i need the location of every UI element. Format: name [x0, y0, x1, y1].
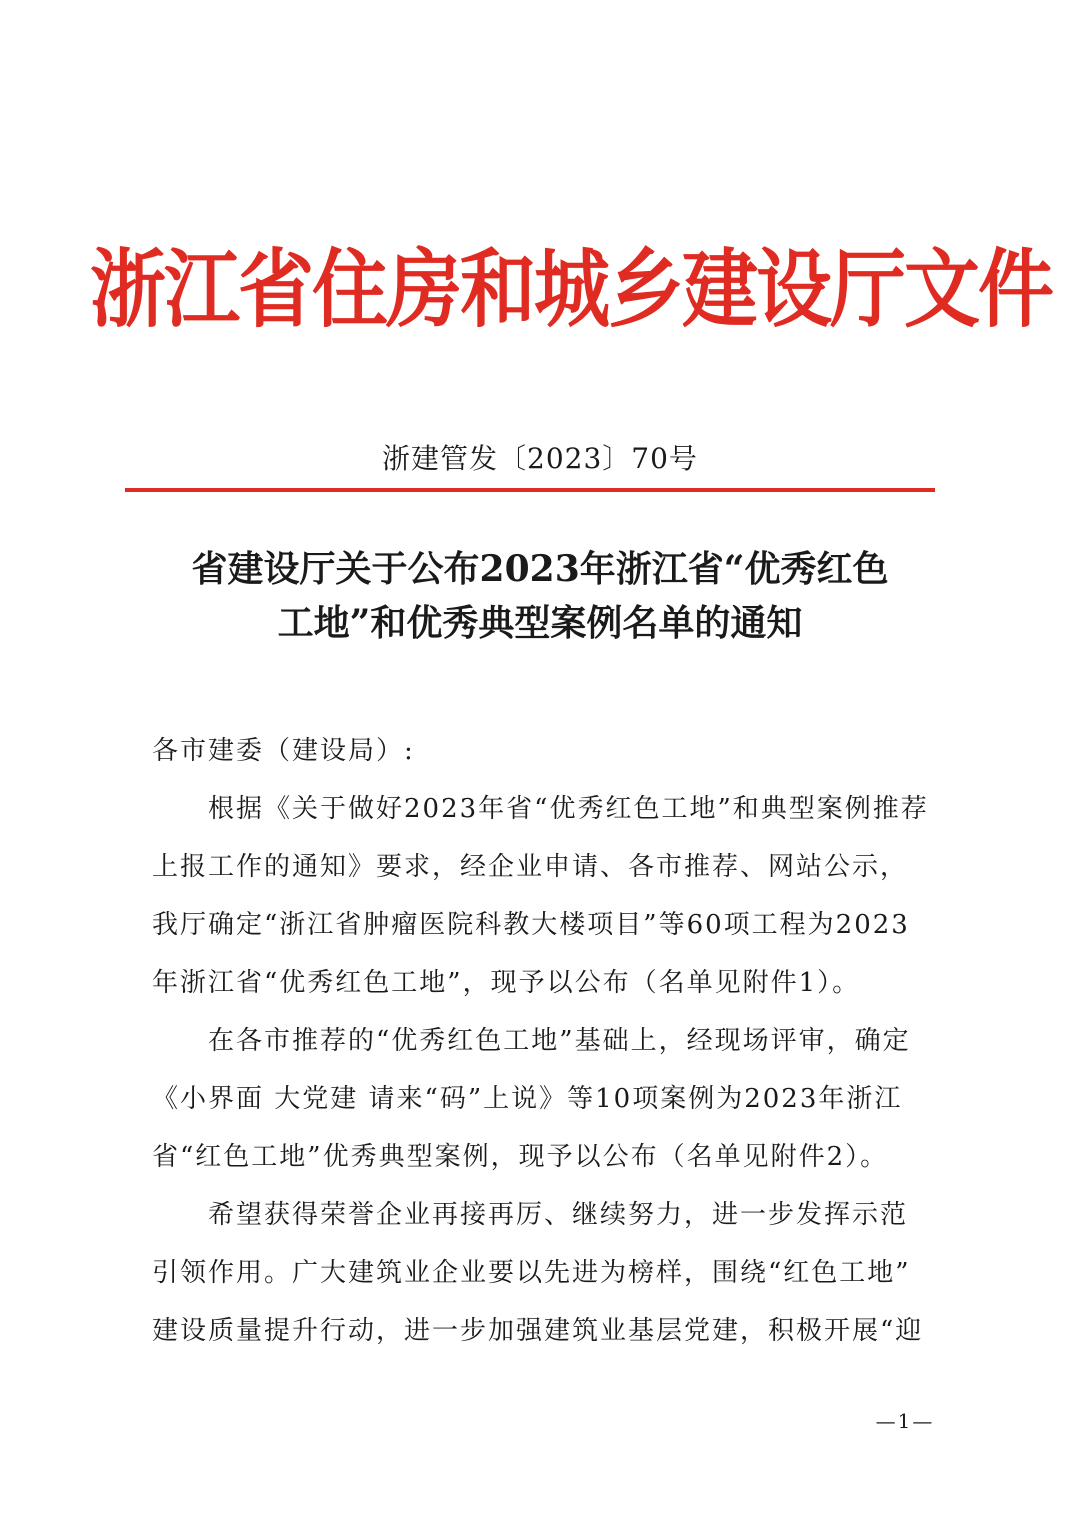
document-number: 浙建管发〔2023〕70号: [382, 442, 698, 475]
document-masthead: 浙江省住房和城乡建设厅文件: [90, 239, 1052, 340]
paragraph-3: [152, 1186, 932, 1360]
paragraph-1: [152, 780, 932, 1012]
document-title-line-1: 省建设厅关于公布2023年浙江省“优秀红色: [191, 548, 889, 590]
paragraph-line: 年浙江省“优秀红色工地”，现予以公布（名单见附件1）。: [152, 968, 861, 998]
document-body: [152, 722, 932, 1360]
paragraph-2: [152, 1012, 932, 1186]
paragraph-line: 上报工作的通知》要求，经企业申请、各市推荐、网站公示，: [152, 852, 909, 882]
page-number: —1—: [875, 1409, 935, 1433]
document-title-line-2: 工地”和优秀典型案例名单的通知: [277, 602, 803, 644]
red-separator-rule: [125, 488, 935, 492]
paragraph-line: 引领作用。广大建筑业企业要以先进为榜样，围绕“红色工地”: [152, 1258, 911, 1288]
paragraph-line: 根据《关于做好2023年省“优秀红色工地”和典型案例推荐: [208, 794, 929, 824]
paragraph-line: 希望获得荣誉企业再接再厉、继续努力，进一步发挥示范: [208, 1200, 909, 1230]
paragraph-line: 《小界面 大党建 请来“码”上说》等10项案例为2023年浙江: [152, 1084, 903, 1114]
document-title: [120, 542, 960, 650]
salutation: 各市建委（建设局）:: [152, 736, 415, 766]
paragraph-line: 省“红色工地”优秀典型案例，现予以公布（名单见附件2）。: [152, 1142, 889, 1172]
paragraph-line: 我厅确定“浙江省肿瘤医院科教大楼项目”等60项工程为2023: [152, 910, 910, 940]
paragraph-line: 在各市推荐的“优秀红色工地”基础上，经现场评审，确定: [208, 1026, 911, 1056]
paragraph-line: 建设质量提升行动，进一步加强建筑业基层党建，积极开展“迎: [152, 1316, 924, 1346]
